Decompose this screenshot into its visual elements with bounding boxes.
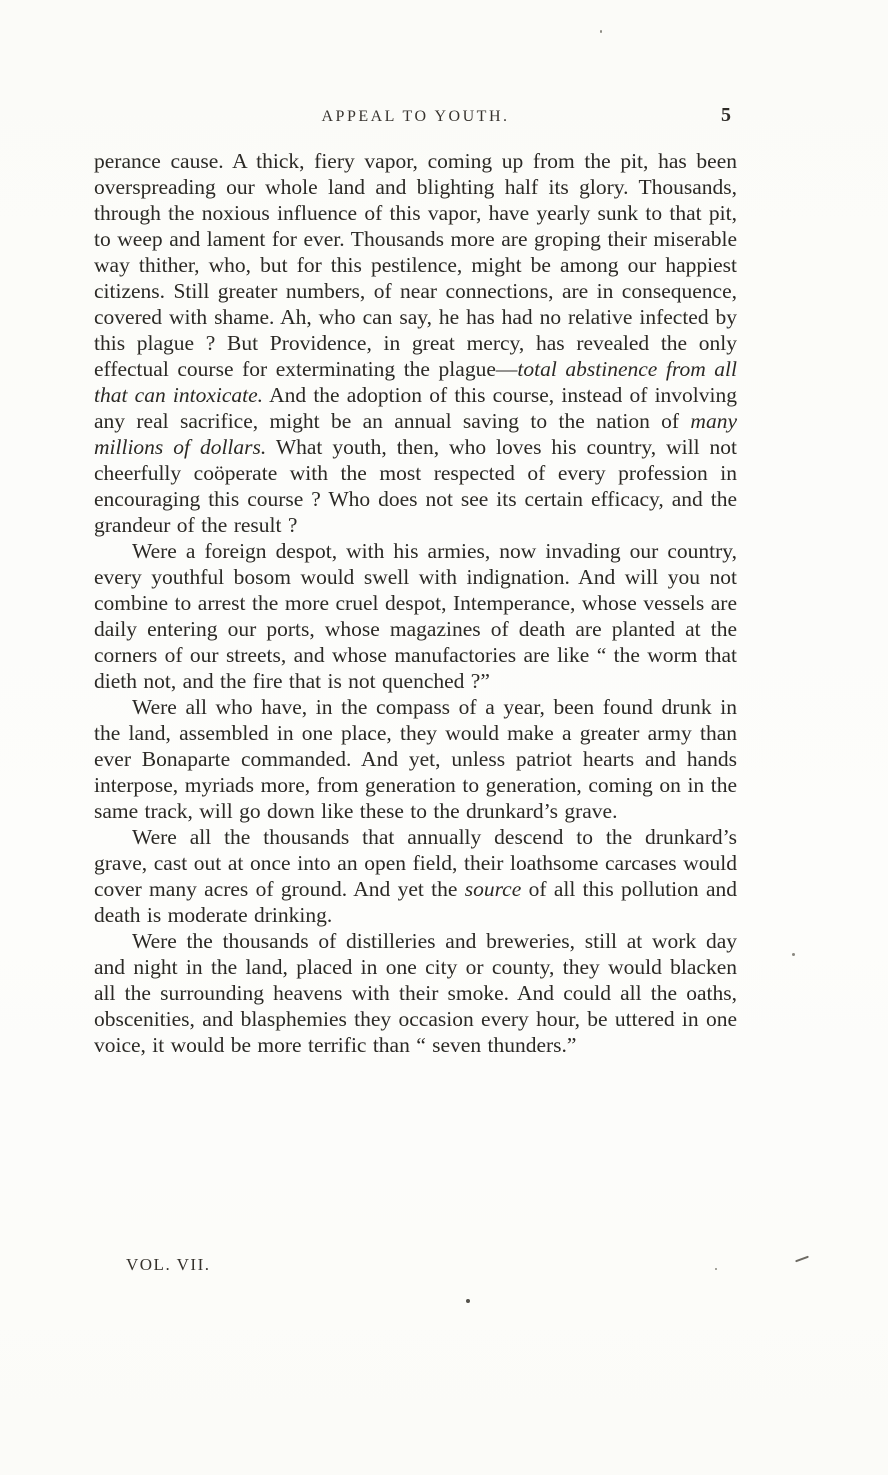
text-run: Were the thousands of distilleries and breweries, still at work day and night in the land, placed in one city or county, they would blacken all the surrounding heavens with their smoke. And could all the oaths, obscenities, and blasphemies they occasion every hour, be uttered in one voice, it would be more terrific than “ seven thunders.” — [94, 929, 737, 1057]
body-text — [94, 148, 737, 1058]
text-run: Were all the thousands that annually descend to the drunkard’s grave, cast out at once into an open field, their loathsome carcases would cover many acres of ground. And yet the — [94, 825, 737, 901]
scan-speck — [600, 30, 602, 33]
running-title: APPEAL TO YOUTH. — [321, 108, 510, 125]
text-run-italic: source — [464, 877, 522, 901]
text-run-italic: many millions of dollars. — [94, 409, 737, 459]
text-run: of all this pollution and death is moderate drinking. — [94, 877, 737, 927]
scan-speck — [715, 1268, 717, 1270]
paragraph-3 — [94, 694, 737, 824]
paragraph-4 — [94, 824, 737, 928]
page-number: 5 — [721, 104, 731, 126]
text-run-italic: total abstinence from all that can intoxicate. — [94, 357, 737, 407]
scan-pen-mark — [795, 1256, 809, 1263]
text-run: Were a foreign despot, with his armies, now invading our country, every youthful bosom would swell with indignation. And will you not combine to arrest the more cruel despot, Intemperance, whose vessels are daily entering our ports, whose magazines of death are planted at the corners of our streets, and whose manufactories are like “ the worm that dieth not, and the fire that is not quenched ?” — [94, 539, 737, 693]
scan-speck — [466, 1299, 470, 1303]
paragraph-2 — [94, 538, 737, 694]
scan-speck — [792, 953, 795, 956]
text-run: And the adoption of this course, instead of involving any real sacrifice, might be an annual saving to the nation of — [94, 383, 737, 433]
volume-label: VOL. VII. — [126, 1255, 211, 1274]
running-head — [94, 104, 737, 130]
text-run: perance cause. A thick, fiery vapor, coming up from the pit, has been overspreading our whole land and blighting half its glory. Thousands, through the noxious influence of this vapor, have yearly sunk to that pit, to weep and lament for ever. Thousands more are groping their miserable way thither, who, but for this pestilence, might be among our happiest citizens. Still greater numbers, of near connections, are in consequence, covered with shame. Ah, who can say, he has had no relative infected by this plague ? But Providence, in great mercy, has revealed the only effectual course for exterminating the plague— — [94, 149, 737, 381]
text-run: What youth, then, who loves his country, will not cheerfully coöperate with the most respected of every profession in encouraging this course ? Who does not see its certain efficacy, and the grandeur of the result ? — [94, 435, 737, 537]
paragraph-1 — [94, 148, 737, 538]
text-run: Were all who have, in the compass of a year, been found drunk in the land, assembled in one place, they would make a greater army than ever Bonaparte commanded. And yet, unless patriot hearts and hands interpose, myriads more, from generation to generation, coming on in the same track, will go down like these to the drunkard’s grave. — [94, 695, 737, 823]
paragraph-5 — [94, 928, 737, 1058]
